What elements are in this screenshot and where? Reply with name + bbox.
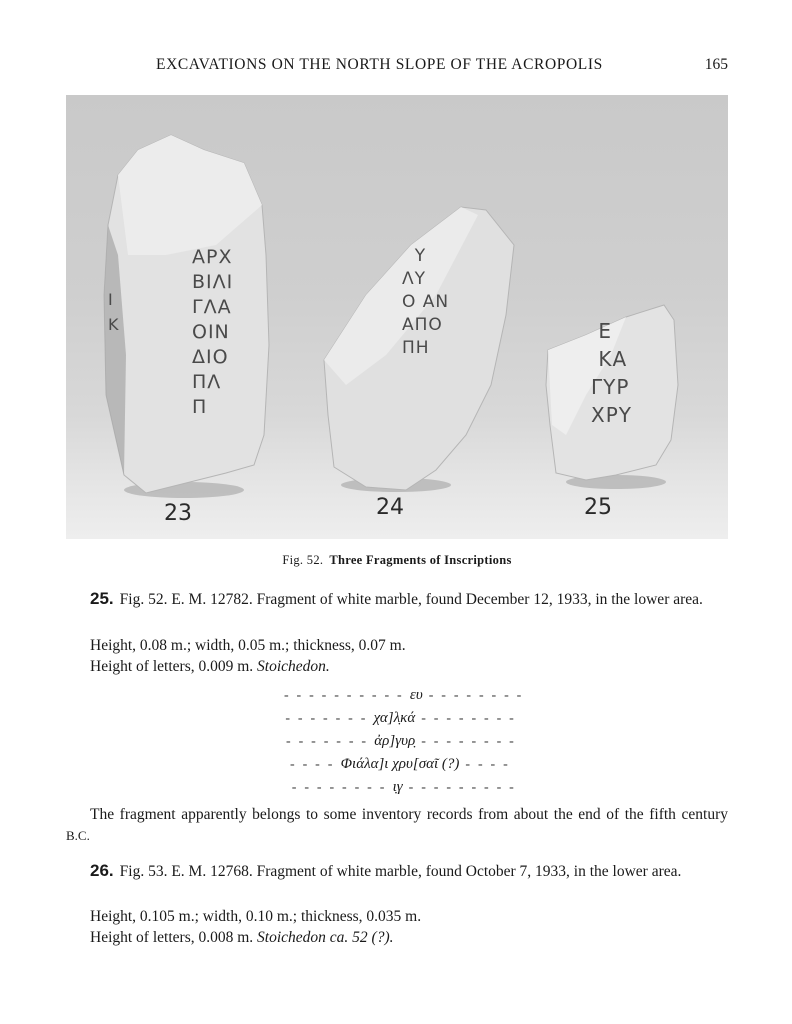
entry-25-commentary-text: The fragment apparently belongs to some inventory records from about the end of the fifth century [90, 806, 728, 823]
fragment-25-letters: Ε ΚΑ ΓΥΡ ΧΡΥ [591, 319, 632, 427]
entry-26-stoichedon: Stoichedon ca. 52 (?). [257, 929, 394, 946]
photograph-three-fragments [66, 95, 728, 539]
entry-25-number: 25. [90, 589, 114, 608]
entry-26-heading [66, 860, 728, 882]
inscription-line: - - - - - - - - ι̣γ - - - - - - - - - [291, 779, 516, 795]
figure-caption-text: Three Fragments of Inscriptions [329, 553, 512, 567]
entry-25-heading [66, 588, 728, 610]
entry-25-commentary [66, 804, 728, 846]
entry-25-dimensions: Height, 0.08 m.; width, 0.05 m.; thickness, 0.07 m. [90, 637, 406, 654]
entry-26-dimensions: Height, 0.105 m.; width, 0.10 m.; thickness, 0.035 m. [90, 908, 422, 925]
entry-25-text: Fig. 52. E. M. 12782. Fragment of white marble, found December 12, 1933, in the lower area. [119, 591, 703, 608]
fragment-23-letters: ΑΡΧ ΒΙΛΙ ΓΛΑ ΟΙΝ ΔΙΟ ΠΛ Π [192, 246, 234, 418]
entry-26-number: 26. [90, 861, 114, 880]
fragment-23-stone [104, 135, 269, 493]
figure-caption-number: Fig. 52. [282, 553, 324, 567]
entry-25-letter-height-value: Height of letters, 0.009 m. [90, 658, 254, 675]
inscription-text [284, 684, 524, 799]
inscription-line: - - - - - - - ἀρ]γυρ̣ - - - - - - - - [286, 733, 516, 749]
inscription-line: - - - - Φιάλα]ι χρυ[σαῖ (?) - - - - [290, 756, 510, 772]
fragment-25-label: 25 [584, 495, 612, 520]
entry-26-letter-height-value: Height of letters, 0.008 m. [90, 929, 254, 946]
entry-25-stoichedon: Stoichedon. [257, 658, 330, 675]
entry-26-letter-height [90, 929, 393, 947]
running-head [66, 56, 728, 80]
entry-25-letter-height [90, 658, 330, 676]
inscription-line: - - - - - - - χα]λ̣κά - - - - - - - - [285, 710, 516, 726]
page-number: 165 [704, 56, 728, 73]
fragment-24-label: 24 [376, 495, 404, 520]
fragment-24-letters: Υ ΛΥ Ο ΑΝ ΑΠΟ ΠΗ [402, 246, 450, 358]
figure-caption [66, 553, 728, 568]
running-title: EXCAVATIONS ON THE NORTH SLOPE OF THE ACROPOLIS [156, 56, 603, 73]
fragment-23-label: 23 [164, 501, 192, 526]
entry-26-text: Fig. 53. E. M. 12768. Fragment of white marble, found October 7, 1933, in the lower area. [119, 863, 682, 880]
inscription-line: - - - - - - - - - - ευ - - - - - - - - [284, 687, 524, 703]
fragment-23-side-letters: Ι Κ [108, 290, 120, 334]
entry-25-commentary-era: B.C. [66, 828, 90, 843]
